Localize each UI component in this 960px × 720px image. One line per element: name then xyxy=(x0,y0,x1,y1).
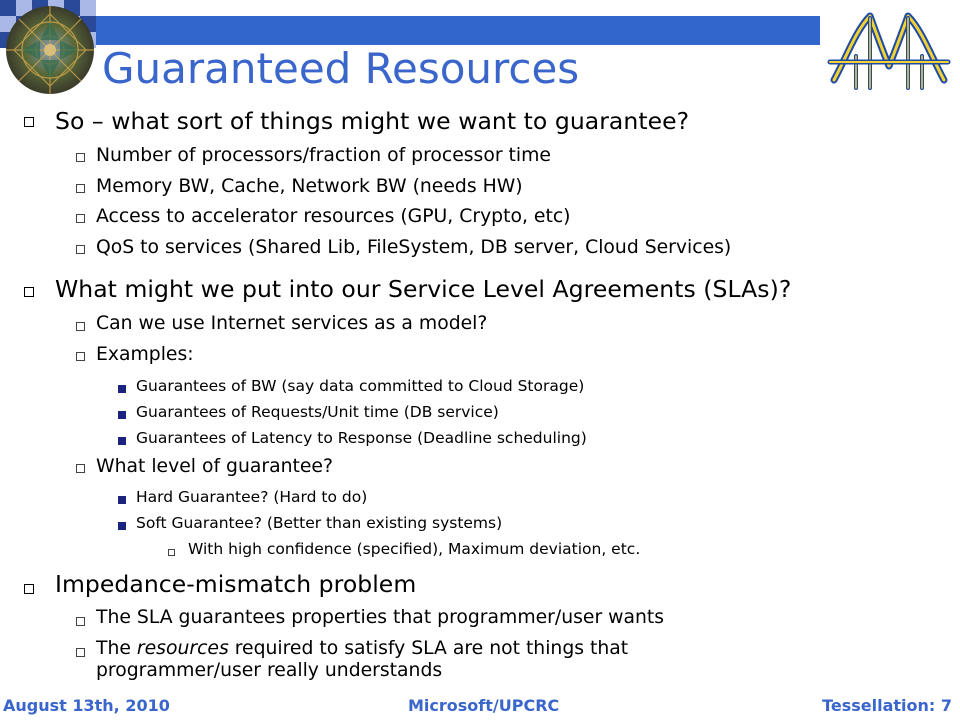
bullet-text: What level of guarantee? xyxy=(96,456,333,477)
footer-date: August 13th, 2010 xyxy=(3,696,170,715)
bullet-marker xyxy=(76,322,85,331)
bullet-marker xyxy=(24,287,34,297)
bullet-text: Guarantees of BW (say data committed to Cloud Storage) xyxy=(136,377,585,395)
bullet-marker xyxy=(168,549,175,556)
bullet-marker xyxy=(76,617,85,626)
text-run: required to satisfy SLA are not things that xyxy=(228,638,629,659)
bullet-marker xyxy=(118,522,126,530)
bullet-marker xyxy=(76,464,85,473)
bullet-text: So – what sort of things might we want to guarantee? xyxy=(55,107,690,135)
bullet-marker xyxy=(118,411,126,419)
bullet-marker xyxy=(76,184,85,193)
bullet-marker xyxy=(118,385,126,393)
footer-org: Microsoft/UPCRC xyxy=(408,696,560,715)
bullet-text: Guarantees of Requests/Unit time (DB service) xyxy=(136,403,499,421)
bullet-text: Soft Guarantee? (Better than existing systems) xyxy=(136,514,503,532)
bullet-marker xyxy=(118,496,126,504)
top-accent-bar xyxy=(96,16,820,45)
bullet-text-continuation: programmer/user really understands xyxy=(96,660,443,681)
text-run: The xyxy=(96,638,137,659)
mosaic-logo-icon xyxy=(4,4,96,96)
text-run-emphasis: resources xyxy=(136,638,229,659)
m-logo-icon xyxy=(826,8,952,94)
bullet-marker xyxy=(76,245,85,254)
bullet-marker xyxy=(76,648,85,657)
bullet-text: The SLA guarantees properties that programmer/user wants xyxy=(96,607,665,628)
bullet-text: Examples: xyxy=(96,344,194,365)
bullet-text: Impedance-mismatch problem xyxy=(55,570,417,598)
slide-title: Guaranteed Resources xyxy=(102,44,580,93)
bullet-text: Can we use Internet services as a model? xyxy=(96,313,488,334)
bullet-marker xyxy=(24,584,34,594)
footer-page-number: Tessellation: 7 xyxy=(822,696,952,715)
bullet-text: Access to accelerator resources (GPU, Crypto, etc) xyxy=(96,206,571,227)
bullet-marker xyxy=(118,437,126,445)
bullet-text: Number of processors/fraction of processor time xyxy=(96,145,551,166)
bullet-text: Memory BW, Cache, Network BW (needs HW) xyxy=(96,176,523,197)
bullet-marker xyxy=(76,153,85,162)
bullet-text: Guarantees of Latency to Response (Deadline scheduling) xyxy=(136,429,587,447)
bullet-text: What might we put into our Service Level Agreements (SLAs)? xyxy=(55,275,792,303)
bullet-text: QoS to services (Shared Lib, FileSystem, DB server, Cloud Services) xyxy=(96,237,732,258)
bullet-marker xyxy=(76,214,85,223)
bullet-text-mixed xyxy=(96,638,628,659)
bullet-marker xyxy=(24,117,34,127)
bullet-marker xyxy=(76,352,85,361)
bullet-text: Hard Guarantee? (Hard to do) xyxy=(136,488,368,506)
bullet-text: With high confidence (specified), Maximum deviation, etc. xyxy=(188,540,641,558)
